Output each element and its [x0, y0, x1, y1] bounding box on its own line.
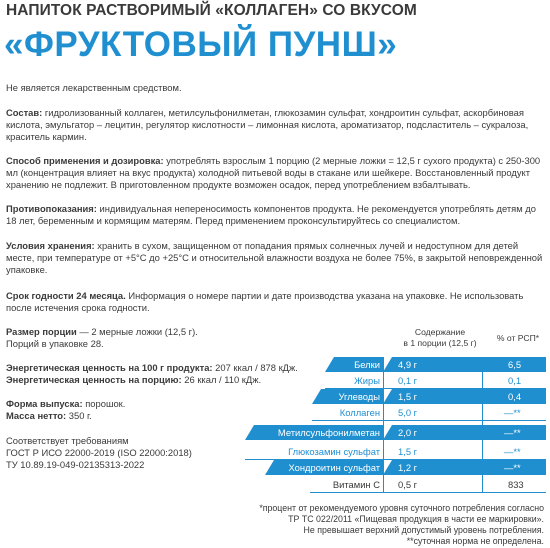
nutrient-name: Глюкозамин сульфат	[288, 446, 380, 457]
form-label: Форма выпуска:	[6, 398, 83, 409]
col-header-content-line1: Содержание	[414, 327, 466, 337]
rsp-value: —**	[504, 427, 521, 438]
usage-text: употреблять взрослым 1 порцию (2 мерные ложки = 12,5 г сухого продукта) с 250-300 мл (концентрация влияет на вкус продукта) холодной питьевой воды в стакане или шейкере. Восстановленный продукт хранению не подлежит. В приготовленном продукте возможен осадок, перед употреблением взбалтывать.	[6, 155, 541, 190]
contraindications	[6, 203, 546, 227]
mass-value: 350 г.	[66, 410, 92, 421]
table-rule	[325, 388, 546, 389]
composition	[6, 107, 546, 143]
nutrient-name: Белки	[354, 359, 380, 370]
table-row	[312, 389, 383, 404]
usage	[6, 155, 546, 191]
content-value: 0,5 г	[398, 479, 418, 490]
notice: Не является лекарственным средством.	[6, 82, 182, 93]
energy-per-100g	[6, 362, 298, 374]
table-row	[325, 357, 383, 372]
product-title-line1: НАПИТОК РАСТВОРИМЫЙ «КОЛЛАГЕН» СО ВКУСОМ	[6, 2, 417, 19]
col-header-content-line2: в 1 порции (12,5 г)	[403, 338, 477, 348]
table-divider	[383, 357, 384, 492]
storage-label: Условия хранения:	[6, 240, 95, 251]
standards-line: ТУ 10.89.19-049-02135313-2022	[6, 459, 145, 470]
table-rule	[310, 492, 546, 493]
usage-label: Способ применения и дозировка:	[6, 155, 164, 166]
footnote-regulation: ТР ТС 022/2011 «Пищевая продукция в части ее маркировки».	[288, 514, 544, 524]
nutrient-name: Коллаген	[339, 407, 380, 418]
servings-per-pack: Порций в упаковке 28.	[6, 338, 104, 349]
storage-conditions	[6, 240, 546, 276]
footnote-rsp: *процент от рекомендуемого уровня суточного потребления согласно	[259, 503, 544, 513]
footnote-upper-limit: Не превышает верхний допустимый уровень потребления.	[303, 525, 544, 535]
table-row	[245, 425, 383, 440]
table-row	[310, 477, 383, 492]
nutrient-name: Метилсульфонилметан	[277, 427, 380, 438]
nutrient-name: Углеводы	[338, 391, 380, 402]
footnote-no-norm: **суточная норма не определена.	[406, 536, 544, 546]
form-value: порошок.	[82, 398, 126, 409]
content-value: 4,9 г	[398, 359, 418, 370]
contraindications-text: индивидуальная непереносимость компонентов продукта. Не рекомендуется употреблять детям до 18 лет, беременным и кормящим матерям. Перед применением проконсультируйтесь со специалистом.	[6, 203, 536, 226]
composition-text: гидролизованный коллаген, метилсульфонилметан, глюкозамин сульфат, хондроитин сульфат, аскорбиновая кислота, эмульгатор – лецитин, регулятор кислотности – лимонная кислота, ароматизатор, подсластитель – сукралоза, краситель кармин.	[6, 107, 529, 142]
rsp-value: —**	[504, 407, 521, 418]
serving-size	[6, 326, 198, 338]
nutrient-name: Витамин С	[332, 479, 380, 490]
storage-text: хранить в сухом, защищенном от попадания прямых солнечных лучей и недоступном для детей месте, при температуре от +5°С до +25°С и относительной влажности воздуха не более 75%, в закрытой неповрежденной упаковке.	[6, 240, 543, 275]
net-mass	[6, 410, 92, 422]
content-value: 1,2 г	[398, 462, 418, 473]
rsp-value: 833	[508, 479, 524, 490]
rsp-value: 0,1	[508, 375, 522, 386]
shelf-life-label: Срок годности 24 месяца.	[6, 290, 126, 301]
content-value: 0,1 г	[398, 375, 418, 386]
table-rule	[245, 459, 546, 460]
product-title-flavor: «ФРУКТОВЫЙ ПУНШ»	[4, 25, 398, 64]
col-header-content	[380, 327, 500, 349]
content-value: 1,5 г	[398, 391, 418, 402]
rsp-value: 6,5	[508, 359, 522, 370]
nutrient-name: Жиры	[354, 375, 380, 386]
table-row	[245, 444, 383, 459]
energy-per-portion	[6, 374, 261, 386]
shelf-life-text: Информация о номере партии и дате производства указана на упаковке. Не использовать после истечения срока годности.	[6, 290, 524, 313]
content-value: 1,5 г	[398, 446, 418, 457]
energy-portion-label: Энергетическая ценность на порцию:	[6, 374, 182, 385]
standards-line: Соответствует требованиям	[6, 435, 129, 446]
standards-line: ГОСТ Р ИСО 22000-2019 (ISO 22000:2018)	[6, 447, 192, 458]
content-value: 5,0 г	[398, 407, 418, 418]
table-row	[312, 405, 383, 420]
rsp-value: 0,4	[508, 391, 522, 402]
rsp-value: —**	[504, 446, 521, 457]
contraindications-label: Противопоказания:	[6, 203, 97, 214]
content-value: 2,0 г	[398, 427, 418, 438]
serving-text: — 2 мерные ложки (12,5 г).	[76, 326, 198, 337]
energy-per100-label: Энергетическая ценность на 100 г продукта:	[6, 362, 213, 373]
col-header-rsp: % от РСП*	[496, 333, 540, 343]
table-rule	[312, 420, 546, 421]
table-row	[325, 373, 383, 388]
shelf-life	[6, 290, 546, 314]
mass-label: Масса нетто:	[6, 410, 67, 421]
nutrient-name: Хондроитин сульфат	[288, 462, 380, 473]
energy-portion-value: 26 ккал / 110 кДж.	[181, 374, 262, 385]
serving-label: Размер порции	[6, 326, 77, 337]
table-divider	[482, 357, 483, 492]
composition-label: Состав:	[6, 107, 43, 118]
table-row	[265, 460, 383, 475]
energy-per100-value: 207 ккал / 878 кДж.	[212, 362, 298, 373]
rsp-value: —**	[504, 462, 521, 473]
release-form	[6, 398, 125, 410]
